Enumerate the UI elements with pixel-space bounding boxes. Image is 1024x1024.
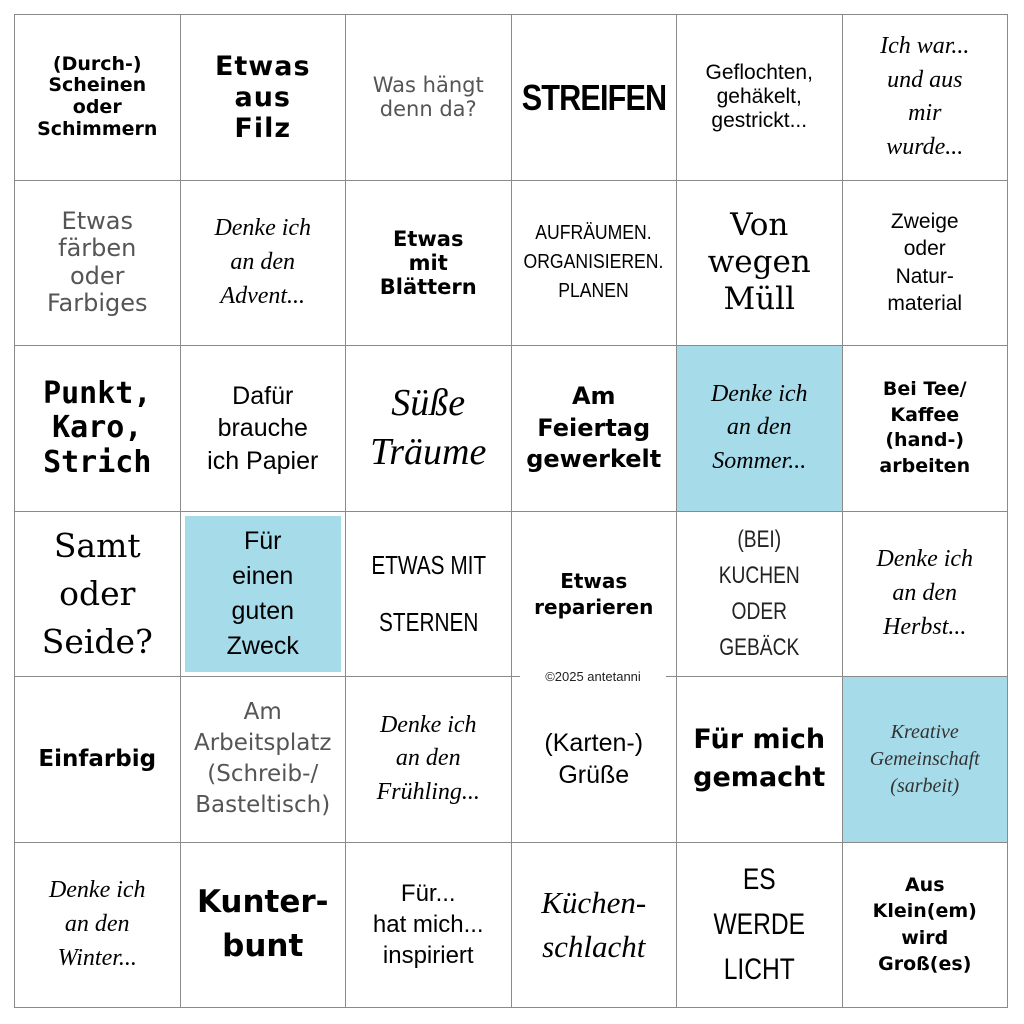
bingo-cell-5-4	[512, 677, 678, 843]
cell-label: ES WERDE LICHT	[713, 863, 806, 987]
bingo-cell-6-6	[843, 843, 1009, 1009]
bingo-cell-5-3	[346, 677, 512, 843]
highlight-background	[185, 516, 342, 673]
bingo-cell-1-4	[512, 15, 678, 181]
bingo-cell-1-1	[15, 15, 181, 181]
cell-label: Etwas mit Blättern	[379, 226, 477, 299]
cell-label: Etwas aus Filz	[214, 50, 311, 144]
bingo-cell-4-3	[346, 512, 512, 678]
bingo-cell-3-6	[843, 346, 1009, 512]
cell-label: Bei Tee/ Kaffee (hand-) arbeiten	[879, 377, 971, 477]
cell-label: Von wegen Müll	[707, 206, 811, 318]
cell-label: (Karten-) Grüße	[544, 728, 644, 790]
cell-label: Ich war... und aus mir wurde...	[880, 33, 970, 160]
cell-label: Kreative Gemeinschaft (sarbeit)	[869, 720, 980, 797]
cell-label: Süße Träume	[370, 381, 487, 474]
bingo-cell-5-5	[677, 677, 843, 843]
bingo-cell-5-1	[15, 677, 181, 843]
cell-label: Samt oder Seide?	[41, 525, 153, 661]
bingo-cell-1-2	[181, 15, 347, 181]
bingo-cell-1-5	[677, 15, 843, 181]
cell-label: STREIFEN	[521, 76, 667, 118]
cell-label: Denke ich an den Winter...	[48, 877, 146, 971]
cell-label: Am Arbeitsplatz (Schreib-/ Basteltisch)	[193, 699, 332, 819]
cell-label: Für einen guten Zweck	[226, 526, 299, 660]
copyright-credit: ©2025 antetanni	[520, 668, 666, 686]
bingo-cell-4-5	[677, 512, 843, 678]
cell-label: Denke ich an den Advent...	[214, 215, 312, 309]
cell-label: Aus Klein(em) wird Groß(es)	[872, 873, 977, 976]
bingo-cell-3-1	[15, 346, 181, 512]
bingo-cell-2-3	[346, 181, 512, 347]
cell-label: Für mich gemacht	[693, 724, 826, 794]
cell-label: Zweige oder Natur- material	[887, 210, 963, 316]
bingo-cell-5-6	[843, 677, 1009, 843]
cell-label: Küchen- schlacht	[541, 885, 647, 964]
cell-label: Für... hat mich... inspiriert	[372, 879, 484, 970]
cell-label: Etwas färben oder Farbiges	[46, 206, 148, 318]
bingo-cell-6-5	[677, 843, 843, 1009]
bingo-cell-2-5	[677, 181, 843, 347]
cell-label: AUFRÄUMEN. ORGANISIEREN. PLANEN	[523, 222, 664, 303]
cell-label: Punkt, Karo, Strich	[43, 375, 152, 480]
bingo-grid	[14, 14, 1008, 1008]
cell-label: Denke ich an den Frühling...	[376, 711, 480, 806]
bingo-cell-5-2	[181, 677, 347, 843]
bingo-cell-6-2	[181, 843, 347, 1009]
cell-label: Einfarbig	[38, 746, 157, 773]
bingo-cell-1-6	[843, 15, 1009, 181]
bingo-cell-2-6	[843, 181, 1009, 347]
bingo-cell-2-4	[512, 181, 678, 347]
bingo-cell-4-1	[15, 512, 181, 678]
cell-label: Am Feiertag gewerkelt	[526, 382, 662, 473]
cell-label: Dafür brauche ich Papier	[207, 381, 319, 475]
cell-label: Kunter- bunt	[196, 884, 329, 964]
bingo-cell-3-2	[181, 346, 347, 512]
bingo-cell-2-2	[181, 181, 347, 347]
bingo-cell-1-3	[346, 15, 512, 181]
cell-label: Etwas reparieren	[534, 568, 654, 619]
bingo-cell-3-3	[346, 346, 512, 512]
bingo-cell-4-6	[843, 512, 1009, 678]
cell-label: Was hängt denn da?	[372, 73, 484, 122]
cell-label: Geflochten, gehäkelt, gestrickt...	[705, 61, 813, 133]
bingo-cell-3-4	[512, 346, 678, 512]
bingo-cell-3-5	[677, 346, 843, 512]
cell-label: ETWAS MIT STERNEN	[370, 549, 486, 637]
cell-label: (BEI) KUCHEN ODER GEBÄCK	[718, 525, 800, 661]
bingo-cell-6-3	[346, 843, 512, 1009]
cell-label: Denke ich an den Sommer...	[710, 380, 808, 475]
bingo-cell-4-2	[181, 512, 347, 678]
cell-label: (Durch-) Scheinen oder Schimmern	[37, 52, 158, 141]
bingo-cell-2-1	[15, 181, 181, 347]
bingo-cell-4-4	[512, 512, 678, 678]
bingo-cell-6-4	[512, 843, 678, 1009]
bingo-cell-6-1	[15, 843, 181, 1009]
cell-label: Denke ich an den Herbst...	[876, 546, 974, 640]
